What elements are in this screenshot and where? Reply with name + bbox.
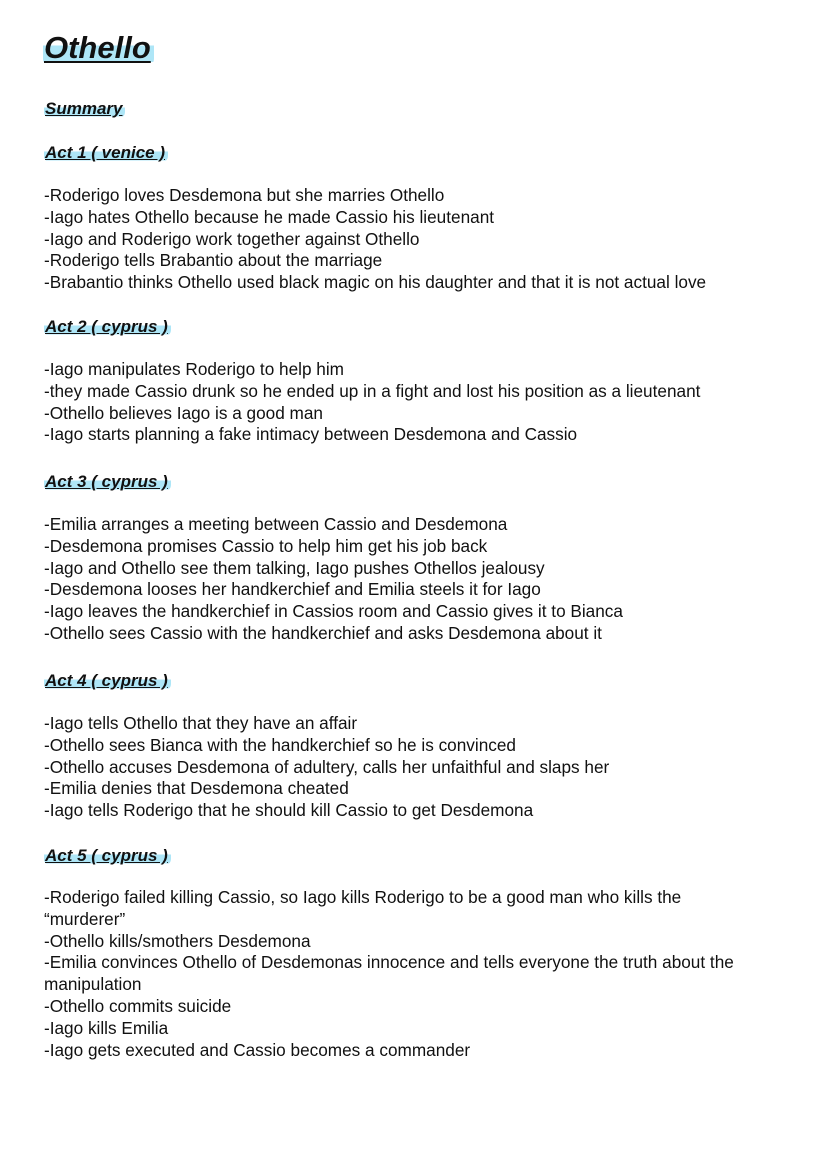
list-item: -Iago tells Othello that they have an affair	[44, 713, 358, 733]
list-item: -Othello commits suicide	[44, 995, 232, 1016]
list-item: -Desdemona promises Cassio to help him get his job back	[44, 535, 488, 556]
list-item: -Iago and Roderigo work together against Othello	[44, 228, 420, 249]
list-item: -Roderigo failed killing Cassio, so Iago kills Roderigo to be a good man who kills the “murderer”	[44, 887, 682, 929]
title-highlight: Othello	[43, 30, 154, 65]
summary-highlight: Summary	[44, 99, 125, 118]
act-1-heading	[44, 142, 168, 164]
list-item: -Iago manipulates Roderigo to help him	[44, 359, 345, 379]
list-item: -Iago starts planning a fake intimacy between Desdemona and Cassio	[44, 424, 578, 445]
list-item: -Iago tells Roderigo that he should kill Cassio to get Desdemona	[44, 800, 534, 821]
list-item: -Iago leaves the handkerchief in Cassios room and Cassio gives it to Bianca	[44, 601, 623, 622]
act-4-heading	[44, 670, 171, 692]
act-1-heading-text: Act 1 ( venice )	[44, 143, 168, 162]
act-2-lines	[44, 359, 784, 446]
act-2-heading-text: Act 2 ( cyprus )	[44, 317, 171, 336]
list-item: -Othello kills/smothers Desdemona	[44, 930, 311, 951]
list-item: -Roderigo tells Brabantio about the marriage	[44, 250, 383, 271]
list-item: -Othello accuses Desdemona of adultery, calls her unfaithful and slaps her	[44, 756, 610, 777]
list-item: -Brabantio thinks Othello used black magic on his daughter and that it is not actual love	[44, 272, 707, 293]
list-item: -Othello sees Bianca with the handkerchief so he is convinced	[44, 734, 516, 755]
summary-heading	[44, 98, 125, 120]
act-5-heading	[44, 845, 171, 867]
document-title	[43, 28, 154, 68]
list-item: -Emilia denies that Desdemona cheated	[44, 778, 349, 799]
list-item: -Othello sees Cassio with the handkerchief and asks Desdemona about it	[44, 622, 602, 643]
act-4-heading-text: Act 4 ( cyprus )	[44, 671, 171, 690]
list-item: -Desdemona looses her handkerchief and Emilia steels it for Iago	[44, 579, 541, 600]
list-item: -Roderigo loves Desdemona but she marries Othello	[44, 185, 445, 205]
act-2-heading	[44, 316, 171, 338]
list-item: -Emilia convinces Othello of Desdemonas innocence and tells everyone the truth about the manipulation	[44, 952, 734, 995]
list-item: -they made Cassio drunk so he ended up in a fight and lost his position as a lieutenant	[44, 380, 701, 401]
act-1-lines	[44, 185, 784, 294]
act-5-heading-text: Act 5 ( cyprus )	[44, 846, 171, 865]
act-3-heading	[44, 471, 171, 493]
list-item: -Iago and Othello see them talking, Iago pushes Othellos jealousy	[44, 557, 545, 578]
list-item: -Othello believes Iago is a good man	[44, 402, 323, 423]
act-3-heading-text: Act 3 ( cyprus )	[44, 472, 171, 491]
list-item: -Iago kills Emilia	[44, 1017, 169, 1038]
list-item: -Iago hates Othello because he made Cassio his lieutenant	[44, 206, 495, 227]
list-item: -Iago gets executed and Cassio becomes a commander	[44, 1039, 471, 1060]
act-4-lines	[44, 713, 784, 822]
act-3-lines	[44, 514, 784, 645]
list-item: -Emilia arranges a meeting between Cassio and Desdemona	[44, 514, 508, 534]
act-5-lines	[44, 887, 760, 1061]
